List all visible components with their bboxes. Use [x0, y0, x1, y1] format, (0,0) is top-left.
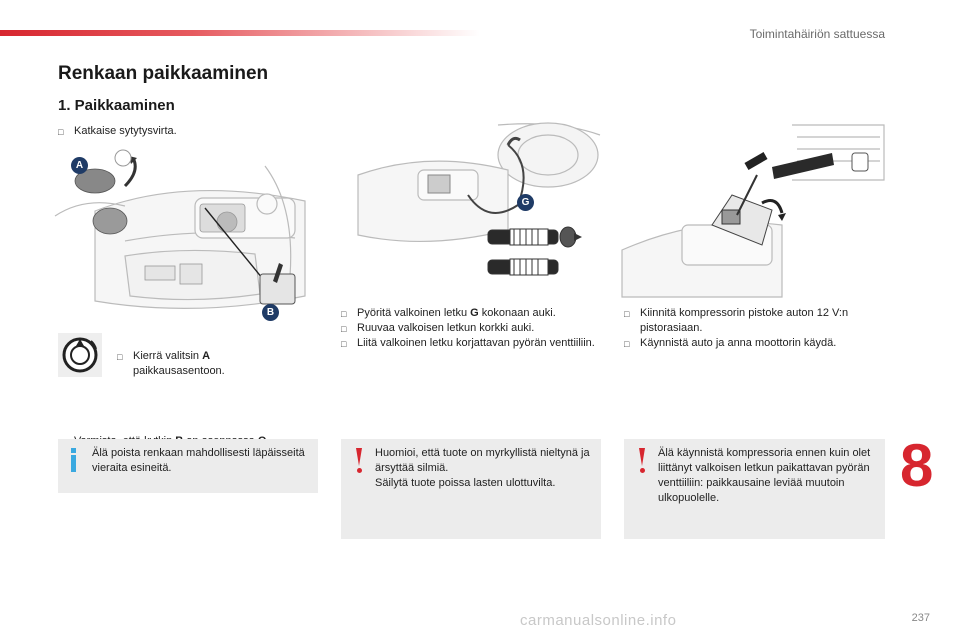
- warning-icon: [637, 448, 647, 473]
- warning-note-1-line-2: Säilytä tuote poissa lasten ulottuvilta.: [375, 477, 556, 489]
- bullet-arrow-icon: □: [341, 309, 347, 319]
- compressor-illustration: [55, 146, 315, 321]
- section-title: Toimintahäiriön sattuessa: [749, 27, 885, 41]
- step-2-rest: paikkausasentoon.: [133, 365, 225, 377]
- socket-illustration: [622, 125, 884, 297]
- bullet-arrow-icon: □: [341, 339, 347, 349]
- warning-note-1-text: [375, 446, 595, 491]
- bullet-arrow-icon: □: [117, 352, 123, 362]
- watermark: carmanualsonline.info: [520, 612, 677, 629]
- label-b-marker: B: [262, 304, 279, 321]
- col3-step-1: [624, 306, 884, 336]
- col2-step-3-text: Liitä valkoinen letku korjattavan pyörän venttiiliin.: [357, 337, 595, 349]
- chapter-number: 8: [900, 432, 934, 499]
- warning-note-1-line-1: Huomioi, että tuote on myrkyllistä nieltynä ja ärsyttää silmiä.: [375, 447, 590, 474]
- col2-step-2: [341, 321, 596, 336]
- col2-step-1: [341, 306, 596, 321]
- step-2-bold: A: [202, 350, 211, 362]
- bullet-arrow-icon: □: [58, 127, 64, 137]
- selector-dial-icon: [58, 333, 102, 377]
- col2-step-1-prefix: Pyöritä valkoinen letku: [357, 307, 468, 319]
- col3-step-2-text: Käynnistä auto ja anna moottorin käydä.: [640, 337, 837, 349]
- column-3-steps: [624, 306, 884, 351]
- col2-step-3: [341, 336, 596, 351]
- hose-illustration: [338, 125, 600, 297]
- step-1-text: Katkaise sytytysvirta.: [74, 125, 177, 137]
- info-note-text: Älä poista renkaan mahdollisesti läpäisseitä vieraita esineitä.: [92, 447, 305, 474]
- bullet-arrow-icon: □: [341, 324, 347, 334]
- warning-icon: [354, 448, 364, 473]
- page-number: 237: [911, 612, 930, 624]
- info-icon: [68, 448, 78, 472]
- col3-step-2: [624, 336, 884, 351]
- bullet-arrow-icon: □: [624, 309, 630, 319]
- label-g-marker: G: [517, 194, 534, 211]
- warning-note-1: [341, 439, 601, 539]
- warning-note-2: [624, 439, 885, 539]
- label-a-marker: A: [71, 157, 88, 174]
- col3-step-1-text: Kiinnitä kompressorin pistoke auton 12 V:n pistorasiaan.: [640, 307, 849, 334]
- info-note: [58, 439, 318, 493]
- warning-note-2-text: Älä käynnistä kompressoria ennen kuin olet liittänyt valkoisen letkun paikattavan pyörän venttiiliin: paikkausaine leviää muutoin ulkopuolelle.: [658, 447, 871, 504]
- col2-step-1-rest: kokonaan auki.: [481, 307, 556, 319]
- bullet-arrow-icon: □: [624, 339, 630, 349]
- section-subtitle: 1. Paikkaaminen: [58, 97, 175, 114]
- col2-step-1-bold: G: [470, 307, 479, 319]
- column-2-steps: [341, 306, 596, 351]
- header-accent-bar: [0, 30, 480, 36]
- step-2-prefix: Kierrä valitsin: [133, 350, 200, 362]
- step-2: [117, 349, 308, 379]
- page-title: Renkaan paikkaaminen: [58, 63, 269, 84]
- col2-step-2-text: Ruuvaa valkoisen letkun korkki auki.: [357, 322, 535, 334]
